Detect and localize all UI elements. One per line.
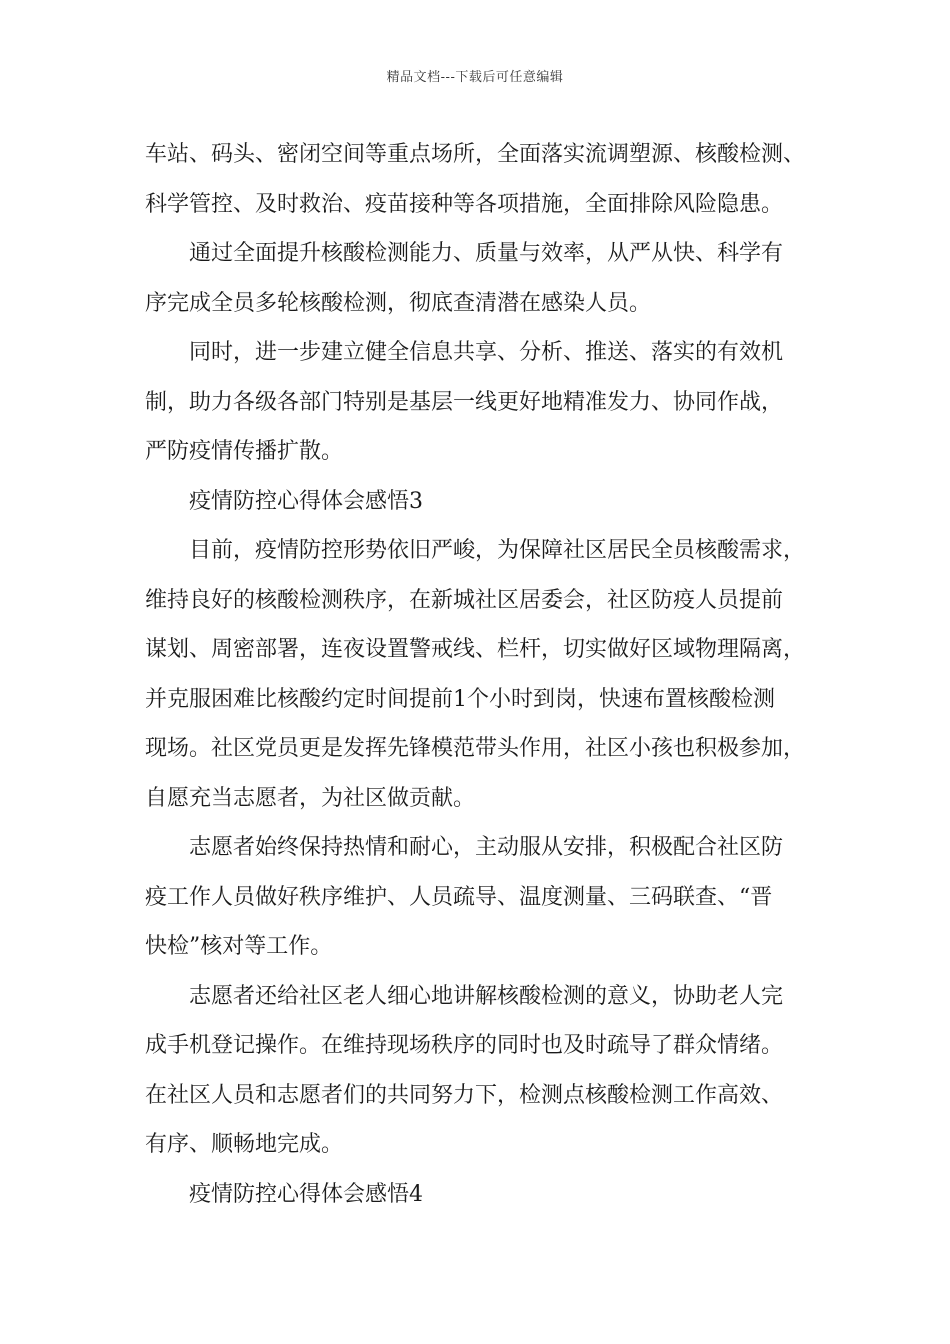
section-heading: 疫情防控心得体会感悟3 — [189, 488, 423, 514]
text-line: 现场。社区党员更是发挥先锋模范带头作用，社区小孩也积极参加， — [145, 736, 806, 761]
text-line: 并克服困难比核酸约定时间提前1个小时到岗，快速布置核酸检测 — [145, 686, 775, 712]
text-line: 科学管控、及时救治、疫苗接种等各项措施，全面排除风险隐患。 — [145, 191, 784, 217]
text-line: 序完成全员多轮核酸检测，彻底查清潜在感染人员。 — [145, 290, 652, 316]
text-line: 成手机登记操作。在维持现场秩序的同时也及时疏导了群众情绪。 — [145, 1033, 784, 1058]
text-line: 谋划、周密部署，连夜设置警戒线、栏杆，切实做好区域物理隔离， — [145, 637, 806, 662]
section-heading: 疫情防控心得体会感悟4 — [189, 1181, 423, 1207]
text-line: 严防疫情传播扩散。 — [145, 439, 344, 464]
text-line: 在社区人员和志愿者们的共同努力下，检测点核酸检测工作高效、 — [145, 1082, 784, 1108]
text-line: 制，助力各级各部门特别是基层一线更好地精准发力、协同作战， — [145, 389, 784, 415]
text-line: 同时，进一步建立健全信息共享、分析、推送、落实的有效机 — [189, 340, 784, 365]
page-header: 精品文档---下载后可任意编辑 — [386, 70, 564, 85]
document-body — [145, 130, 825, 1219]
text-line: 车站、码头、密闭空间等重点场所，全面落实流调塑源、核酸检测、 — [145, 142, 806, 167]
text-line: 志愿者还给社区老人细心地讲解核酸检测的意义，协助老人完 — [189, 983, 784, 1009]
text-line: 疫工作人员做好秩序维护、人员疏导、温度测量、三码联查、“晋 — [145, 884, 773, 910]
text-line: 维持良好的核酸检测秩序，在新城社区居委会，社区防疫人员提前 — [145, 587, 784, 613]
text-line: 志愿者始终保持热情和耐心，主动服从安排，积极配合社区防 — [189, 835, 784, 860]
text-line: 目前，疫情防控形势依旧严峻，为保障社区居民全员核酸需求， — [189, 538, 806, 563]
text-line: 快检”核对等工作。 — [145, 934, 333, 959]
text-line: 自愿充当志愿者，为社区做贡献。 — [145, 785, 476, 811]
text-line: 有序、顺畅地完成。 — [145, 1132, 344, 1157]
text-line: 通过全面提升核酸检测能力、质量与效率，从严从快、科学有 — [189, 241, 784, 266]
